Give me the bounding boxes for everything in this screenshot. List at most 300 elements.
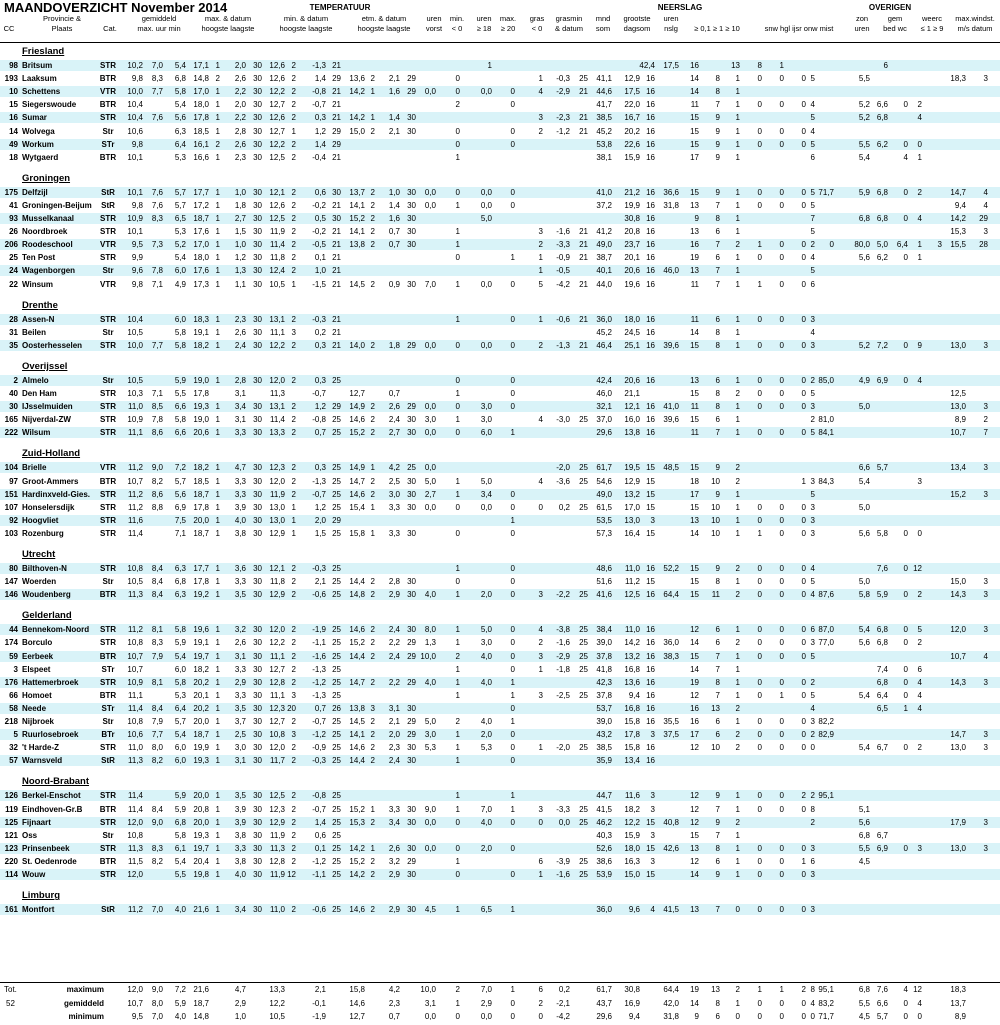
station-name: Siegerswoude <box>22 100 77 110</box>
table-cell: 10,9 <box>127 415 143 425</box>
table-cell: 5,4 <box>858 690 870 700</box>
table-cell: 0,7 <box>388 240 400 250</box>
table-cell: 9 <box>715 791 720 801</box>
table-cell: 25 <box>579 74 588 84</box>
table-cell: 12,0 <box>950 625 966 635</box>
totals-cell: 4,7 <box>234 985 246 994</box>
table-cell: 37,8 <box>596 690 612 700</box>
table-cell: 7 <box>810 214 815 223</box>
table-cell: 9,8 <box>131 74 143 84</box>
table-cell: 14 <box>690 664 699 674</box>
table-row <box>0 278 1000 291</box>
table-row <box>0 868 1000 881</box>
table-cell: 9,6 <box>131 266 143 276</box>
table-cell: 6,6 <box>174 428 186 438</box>
table-cell: 1 <box>215 677 220 687</box>
totals-row <box>0 997 1000 1010</box>
table-cell: 0 <box>801 389 806 398</box>
table-cell: 2,0 <box>234 61 246 70</box>
table-cell: 3,4 <box>234 402 246 412</box>
table-cell: 14,4 <box>349 756 365 766</box>
table-cell: 0 <box>757 677 762 687</box>
totals-cell: 14,6 <box>349 998 365 1008</box>
station-category: BTR <box>99 690 117 700</box>
table-cell: 5,7 <box>876 463 888 473</box>
table-cell: 1 <box>215 515 220 525</box>
table-cell: 2 <box>291 428 296 438</box>
table-cell: 12,8 <box>269 677 285 687</box>
table-cell: -2,3 <box>556 113 570 123</box>
column-header-bottom: < 0 <box>531 23 543 33</box>
table-cell: 12,7 <box>269 100 285 110</box>
table-cell: 2 <box>370 200 375 210</box>
table-cell: 0 <box>510 200 515 210</box>
table-cell: 4,0 <box>424 677 436 687</box>
table-cell: 7,7 <box>151 340 163 350</box>
column-header-grasmin <box>549 14 589 33</box>
table-cell: 2 <box>917 743 922 753</box>
table-cell: 0,0 <box>480 200 492 210</box>
table-cell: 12,2 <box>269 638 285 648</box>
table-cell: 18,7 <box>193 489 209 499</box>
table-cell: 12,0 <box>127 870 143 879</box>
station-name: Assen-N <box>22 314 55 324</box>
table-cell: 46,2 <box>596 817 612 827</box>
table-row <box>0 650 1000 663</box>
table-cell: 2 <box>370 651 375 661</box>
table-cell: 10,2 <box>127 61 143 70</box>
table-cell: 7 <box>983 428 988 438</box>
table-cell: 22,6 <box>624 139 640 149</box>
table-cell: 1 <box>735 266 740 276</box>
table-cell: 2,4 <box>234 340 246 350</box>
table-cell: 8 <box>715 389 720 398</box>
table-cell: 11 <box>690 314 699 324</box>
table-cell: 0 <box>757 804 762 814</box>
table-cell: 25 <box>332 856 341 866</box>
table-cell: 7 <box>715 266 720 276</box>
table-cell: 3 <box>983 590 988 600</box>
station-code: 103 <box>4 528 18 538</box>
table-cell: 7,7 <box>151 87 163 97</box>
table-cell: 30 <box>407 817 416 827</box>
table-cell: 4 <box>917 677 922 687</box>
table-cell: 16 <box>646 100 655 110</box>
table-cell: 14,2 <box>349 870 365 879</box>
table-cell: 25 <box>332 638 341 648</box>
table-cell: 15,2 <box>950 489 966 499</box>
totals-cell: 71,7 <box>818 1012 834 1021</box>
table-cell: 0 <box>757 340 762 350</box>
table-cell: 3 <box>810 476 815 486</box>
table-cell: 4,0 <box>234 515 246 525</box>
table-cell: 1 <box>455 690 460 700</box>
table-cell: 2,2 <box>388 638 400 648</box>
table-cell: 0 <box>779 74 784 84</box>
table-cell: 18,5 <box>193 126 209 136</box>
table-cell: 18,3 <box>193 314 209 324</box>
table-cell: 17,1 <box>193 61 209 70</box>
table-cell: 11,6 <box>128 515 143 525</box>
table-cell: 2 <box>291 402 296 412</box>
station-code: 93 <box>9 214 18 223</box>
station-category: VTR <box>100 463 116 473</box>
table-cell: 53,8 <box>596 139 612 149</box>
table-cell: 15 <box>690 340 699 350</box>
station-category: STR <box>100 340 116 350</box>
column-header-bottom: CC <box>3 23 15 33</box>
station-code: 98 <box>9 61 18 70</box>
table-row <box>0 251 1000 264</box>
table-cell: 2 <box>370 489 375 499</box>
table-cell: 1,4 <box>314 74 326 84</box>
column-header-top: gem <box>887 14 903 23</box>
table-cell: 2 <box>291 187 296 197</box>
table-cell: 1 <box>370 463 375 473</box>
table-cell: 3 <box>810 717 815 726</box>
table-cell: 2,0 <box>480 730 492 740</box>
table-cell: 71,7 <box>818 187 834 197</box>
station-category: StR <box>101 905 115 915</box>
station-code: 49 <box>9 139 18 149</box>
table-cell: 30 <box>253 428 262 438</box>
table-cell: 0 <box>801 564 806 573</box>
table-cell: 12,5 <box>269 791 285 801</box>
table-cell: 3 <box>917 476 922 486</box>
table-cell: 16,1 <box>193 139 209 149</box>
table-cell: 0 <box>801 375 806 385</box>
station-name: Brielle <box>22 463 47 473</box>
table-cell: 0 <box>757 905 762 915</box>
table-cell: 0 <box>801 625 806 635</box>
table-cell: -0,3 <box>556 74 570 84</box>
table-cell: 3,3 <box>388 804 400 814</box>
table-cell: 15 <box>690 415 699 425</box>
table-cell: 6,5 <box>480 905 492 915</box>
table-cell: 0,0 <box>424 187 436 197</box>
table-cell: 30 <box>253 463 262 473</box>
table-cell: 0 <box>779 717 784 726</box>
column-header-wind <box>950 14 1000 33</box>
table-cell: 18,2 <box>624 804 640 814</box>
table-cell: 1 <box>215 253 220 263</box>
table-cell: 1 <box>735 375 740 385</box>
table-cell: 5 <box>810 266 815 276</box>
table-cell: 2,8 <box>388 577 400 587</box>
totals-cell: 4,2 <box>388 985 400 994</box>
totals-cell: 2 <box>455 985 460 994</box>
table-cell: 18,7 <box>193 214 209 223</box>
station-code: 30 <box>9 402 18 412</box>
table-cell: 12,0 <box>127 817 143 827</box>
table-cell: 3,1 <box>234 389 246 398</box>
table-cell: 3 <box>810 905 815 915</box>
table-cell: 21 <box>332 200 341 210</box>
table-cell: 1,8 <box>388 340 400 350</box>
table-cell: 20,6 <box>193 428 209 438</box>
table-cell: 1 <box>735 340 740 350</box>
station-code: 15 <box>9 100 18 110</box>
table-cell: 2,0 <box>480 590 492 600</box>
table-cell: 2 <box>735 240 740 250</box>
station-name: Berkel-Enschot <box>22 791 81 801</box>
table-cell: 11,3 <box>128 756 143 766</box>
table-cell: 11,1 <box>270 327 285 337</box>
table-cell: 0 <box>779 677 784 687</box>
table-cell: 8,5 <box>151 402 163 412</box>
table-cell: 30 <box>253 187 262 197</box>
table-cell: 2,4 <box>388 415 400 425</box>
table-cell: 0 <box>779 651 784 661</box>
table-cell: 21 <box>332 100 341 110</box>
table-cell: 9 <box>715 817 720 827</box>
column-header-top: uren <box>426 14 442 23</box>
table-cell: 3 <box>983 577 988 587</box>
table-cell: 1 <box>370 502 375 512</box>
table-cell: 2,3 <box>388 743 400 753</box>
table-cell: 14,2 <box>349 843 365 853</box>
table-cell: 10,7 <box>950 428 966 438</box>
table-cell: 16 <box>646 664 655 674</box>
table-cell: 13 <box>690 200 699 210</box>
table-cell: 0 <box>757 253 762 263</box>
table-cell: 15,5 <box>950 240 966 250</box>
table-cell: 4 <box>903 152 908 162</box>
table-cell: 5,8 <box>174 830 186 840</box>
table-cell: 30 <box>253 314 262 324</box>
table-cell: 30 <box>253 279 262 289</box>
table-cell: 5 <box>810 200 815 210</box>
table-cell: 1 <box>215 415 220 425</box>
table-cell: 5,7 <box>174 187 186 197</box>
totals-cell: 6,6 <box>876 998 888 1008</box>
table-cell: 1,0 <box>234 187 246 197</box>
table-cell: 3,0 <box>234 743 246 753</box>
table-cell: 12,5 <box>269 152 285 162</box>
table-cell: 1 <box>735 515 740 525</box>
table-cell: 53,7 <box>596 703 612 713</box>
table-row <box>0 475 1000 488</box>
table-cell: 2 <box>291 415 296 425</box>
column-header-top: grootste <box>623 14 651 23</box>
table-cell: 81,0 <box>818 415 834 425</box>
table-cell: 1,5 <box>314 528 326 538</box>
table-cell: 6,8 <box>876 187 888 197</box>
table-cell: -0,6 <box>556 314 570 324</box>
table-cell: 5,4 <box>858 152 870 162</box>
table-cell: 0 <box>903 214 908 223</box>
column-header-gem <box>128 14 190 33</box>
table-cell: 0,3 <box>314 340 326 350</box>
table-cell: 6,0 <box>174 743 186 753</box>
table-cell: 0 <box>510 187 515 197</box>
station-code: 193 <box>4 74 18 84</box>
table-cell: 1 <box>735 74 740 84</box>
table-cell: 25 <box>579 664 588 674</box>
table-cell: 15,2 <box>349 804 365 814</box>
table-cell: 5,8 <box>174 625 186 635</box>
table-cell: 1 <box>215 590 220 600</box>
table-cell: 3 <box>810 402 815 412</box>
table-cell: 30 <box>407 528 416 538</box>
table-cell: 0 <box>801 314 806 324</box>
table-cell: 30 <box>407 577 416 587</box>
table-cell: 0 <box>903 690 908 700</box>
table-cell: 1 <box>215 476 220 486</box>
table-cell: 15 <box>690 187 699 197</box>
table-cell: 0 <box>757 743 762 753</box>
table-cell: 3 <box>291 327 296 337</box>
table-cell: 0 <box>779 200 784 210</box>
station-category: Str <box>102 266 114 276</box>
table-cell: 0 <box>801 200 806 210</box>
table-cell: 3 <box>983 817 988 827</box>
table-cell: 30 <box>407 126 416 136</box>
table-cell: 1 <box>455 240 460 250</box>
table-cell: 2 <box>370 638 375 648</box>
totals-cell: 0 <box>779 1012 784 1021</box>
table-cell: 6,2 <box>876 253 888 263</box>
table-cell: -1,6 <box>556 638 570 648</box>
table-cell: 10,6 <box>127 126 143 136</box>
table-cell: 25 <box>332 463 341 473</box>
table-cell: 25 <box>579 502 588 512</box>
table-cell: 12 <box>690 690 699 700</box>
table-cell: 10,6 <box>127 730 143 740</box>
table-cell: 21 <box>332 340 341 350</box>
totals-cell: 0 <box>455 1012 460 1021</box>
table-cell: 1 <box>735 830 740 840</box>
table-cell: 0 <box>779 577 784 587</box>
table-cell: 29 <box>407 717 416 726</box>
table-cell: 13,0 <box>269 515 285 525</box>
table-cell: 42,4 <box>639 61 655 70</box>
table-cell: 25 <box>332 590 341 600</box>
table-cell: 19,0 <box>193 415 209 425</box>
table-cell: 2 <box>291 817 296 827</box>
column-header-bottom: & datum <box>555 23 583 33</box>
column-header-bottom: Plaats <box>51 23 73 33</box>
table-cell: 1 <box>735 415 740 425</box>
table-cell: 20 <box>287 703 296 713</box>
station-code: 3 <box>13 664 18 674</box>
table-cell: -3,9 <box>556 856 570 866</box>
table-cell: 2 <box>291 791 296 801</box>
table-cell: 8,4 <box>151 564 163 573</box>
table-cell: 0 <box>757 375 762 385</box>
table-cell: 0 <box>810 743 815 753</box>
table-cell: 4,0 <box>480 717 492 726</box>
table-cell: 10,7 <box>127 476 143 486</box>
table-cell: 2,1 <box>388 74 400 84</box>
column-header-bottom: ≥ 18 <box>476 23 492 33</box>
table-cell: 2 <box>370 625 375 635</box>
table-cell: 0 <box>917 139 922 149</box>
table-cell: 1 <box>215 314 220 324</box>
station-category: STr <box>101 664 115 674</box>
table-cell: 30 <box>253 664 262 674</box>
table-cell: 0,2 <box>558 502 570 512</box>
table-cell: 1 <box>455 743 460 753</box>
table-cell: 0 <box>757 187 762 197</box>
table-cell: 0 <box>510 590 515 600</box>
table-cell: 10,7 <box>127 664 143 674</box>
table-cell: 0 <box>779 528 784 538</box>
table-cell: 1 <box>215 625 220 635</box>
station-category: STR <box>100 843 116 853</box>
table-cell: 2,3 <box>234 314 246 324</box>
table-cell: 3,3 <box>234 476 246 486</box>
table-cell: 0 <box>510 489 515 499</box>
table-cell: 15 <box>690 139 699 149</box>
table-cell: 4 <box>538 476 543 486</box>
table-cell: 5,9 <box>174 375 186 385</box>
table-cell: 25 <box>579 870 588 879</box>
totals-cell: -1,9 <box>312 1012 326 1021</box>
table-cell: 1 <box>215 428 220 438</box>
table-cell: 6,9 <box>876 843 888 853</box>
table-cell: 11,3 <box>270 843 285 853</box>
table-cell: 30 <box>253 340 262 350</box>
table-cell: 1 <box>779 61 784 70</box>
table-cell: 2 <box>215 74 220 84</box>
totals-cell: 13,7 <box>950 998 966 1008</box>
station-code: 165 <box>4 415 18 425</box>
table-cell: 1 <box>538 266 543 276</box>
table-cell: 6,3 <box>174 126 186 136</box>
table-cell: 8,4 <box>151 703 163 713</box>
table-cell: 1 <box>735 791 740 801</box>
column-header-top: max.windst. <box>955 14 995 23</box>
table-cell: 1 <box>370 804 375 814</box>
table-cell: 15,4 <box>349 502 365 512</box>
table-cell: 5,3 <box>424 743 436 753</box>
table-cell: 3 <box>983 463 988 473</box>
totals-cell: 10,5 <box>269 1012 285 1021</box>
table-cell: 21 <box>332 152 341 162</box>
table-cell: 30 <box>253 756 262 766</box>
table-cell: 2 <box>370 187 375 197</box>
table-cell: 9,0 <box>151 817 163 827</box>
table-cell: 1 <box>538 664 543 674</box>
table-cell: 0 <box>779 240 784 250</box>
station-category: StR <box>101 200 115 210</box>
table-cell: 6 <box>715 717 720 726</box>
column-header-maxd <box>192 14 264 33</box>
table-cell: 0 <box>510 577 515 587</box>
table-cell: -0,7 <box>312 389 326 398</box>
totals-cell: 0 <box>810 1012 815 1021</box>
table-cell: 1 <box>455 279 460 289</box>
table-cell: 2 <box>291 113 296 123</box>
table-cell: 1 <box>215 791 220 801</box>
table-cell: 41,5 <box>663 905 679 915</box>
table-cell: 0 <box>801 870 806 879</box>
table-cell: 11,1 <box>270 690 285 700</box>
column-header-top <box>752 14 846 24</box>
table-cell: 1 <box>215 717 220 726</box>
table-cell: 9 <box>715 870 720 879</box>
table-cell: 11,8 <box>270 577 285 587</box>
table-cell: 14,3 <box>950 677 966 687</box>
station-category: STR <box>100 253 116 263</box>
table-cell: 14,3 <box>950 590 966 600</box>
table-cell: 1,5 <box>234 227 246 237</box>
table-cell: 0,1 <box>314 843 326 853</box>
table-cell: 1 <box>735 690 740 700</box>
table-cell: 17,5 <box>663 61 679 70</box>
table-cell: 2 <box>291 905 296 915</box>
